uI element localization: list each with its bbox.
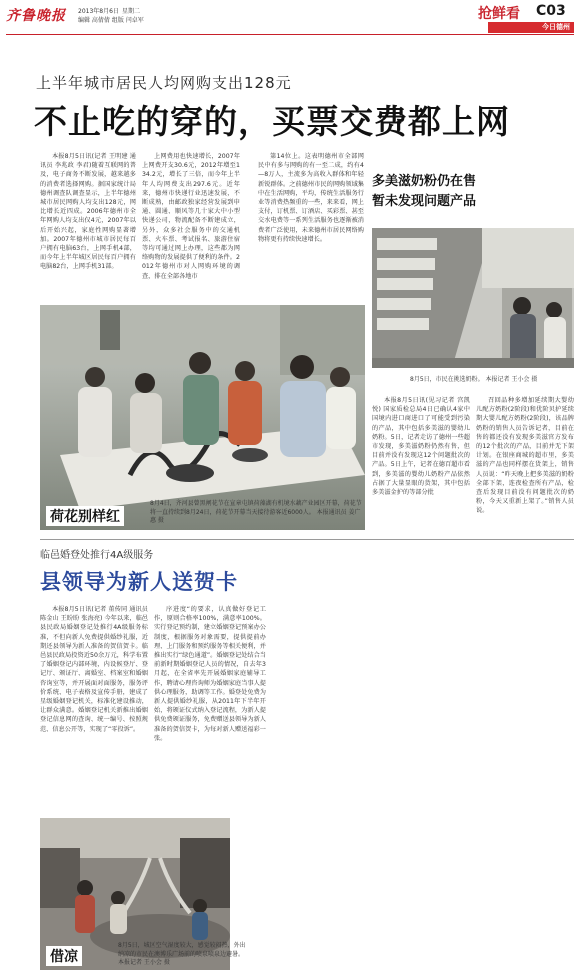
editors-line: 编辑 高倩倩 组版 闫卓军	[78, 17, 144, 24]
milk-headline-line1: 多美滋奶粉仍在售	[372, 174, 477, 189]
article1-col2	[142, 152, 240, 292]
article2-col1	[40, 605, 148, 805]
milk-photo-image	[372, 228, 574, 368]
milk-col2-text: 召回品种多增加延续期大婴幼儿配方奶粉(2阶段)和优阶贝护延续期大婴儿配方奶粉(2阶段)，该品牌奶粉的销售人员告诉记者，目前在售的都还没有发现多美滋官方发布的12个批次的产品，目前并无下架计划。在银座商城的超市里，多美滋的产品也同样摆在货架上，销售人员说：“昨天晚上把多美滋的奶粉全部下架，连夜检查所有产品，检查后发现目前没有问题批次的奶粉，今天又重新上架了。”销售人员说。	[476, 397, 574, 515]
lotus-photo	[40, 305, 365, 530]
edition-bar	[488, 22, 574, 33]
page-number: C03	[536, 3, 566, 19]
shade-title: 借凉	[46, 946, 82, 966]
milk-headline-box	[372, 172, 572, 222]
section-name: 抢鲜看	[478, 6, 520, 22]
lotus-title: 荷花别样红	[46, 506, 124, 526]
shade-caption: 8月5日，城区空气湿度较大，感觉较闷热，外出纳凉的市民在澳博乐广场前的喷泉喷泉边避暑。 本报记者 王小会 摄	[118, 942, 246, 966]
article1-col3-text: 第14位上。这表明德州市全部网民中有多与网购的有一至二成，约有4—8万人，主流多为高收入群体和年轻新锐群体。之前德州市民的网购领域集中在生活网购，平均，传统生活服务行业等消费热频重的一些，来来看，网上支付，订机票、订酒店、买彩票、甚至交水电费等一系列生活服务也逐渐被消费者广泛使用，未来德州市居民网络购物将更有持续快速增长。	[258, 153, 364, 243]
milk-col2	[476, 396, 574, 532]
issue-date: 2013年8月6日	[78, 8, 119, 15]
lotus-caption: 8月4日，齐河县曾黑闸花节在宣章屯镇荷藻湖有机境水藕产业园区开幕，荷花节将一直持续到8月24日，荷花节开幕当天接待游客近6000人。 本报通讯员 姜广惠 摄	[150, 500, 362, 524]
article2-kicker: 临邑婚登处推行4A级服务	[40, 550, 154, 561]
milk-headline-line2: 暂未发现问题产品	[372, 194, 477, 209]
milk-col1	[372, 396, 470, 532]
milk-col1-text: 本报8月5日讯(见习记者 宫凯悦) 国家质检总局4日已确认4家中国境内进口商进口了可能受到污染的产品，其中包括多美滋的婴幼儿奶粉。5日，记者走访了德州一些超市发现，多美滋奶粉仍然有售，但目前并没有发现这12个问题批次的产品。5日上午，记者在德百超市看到，多美滋的婴幼儿奶粉产品依然占据了大量显眼的货架，其中包括多美滋金护的等部分批	[372, 397, 470, 497]
article1-col1-text: 本报8月5日讯(记者 王明建 通讯员 李兆政 李君)随着互联网的普及，电子商务不断发展，越来越多的消费者选择网购。据国家统计局德州调查队调查显示，上半年德州城市居民网购人均支出128元，网比增长近四成。2006年德州市全年网购人均支出仅4元，2007年以后开始兴起，家庭性网购显著增加。2007年德州市城市居民每百户拥有电脑63台，上网手机4部，而今年上半年城区居民每百户拥有电脑82台，上网手机31部。	[40, 153, 136, 271]
article1-kicker: 上半年城市居民人均网购支出128元	[36, 74, 292, 92]
masthead	[0, 0, 580, 36]
masthead-rule	[6, 34, 574, 35]
separator-rule	[40, 539, 574, 540]
issue-weekday: 星期二	[122, 8, 141, 15]
article1-col1	[40, 152, 136, 292]
article2-col2	[154, 605, 266, 805]
article1-col3	[258, 152, 364, 300]
milk-photo	[372, 228, 574, 368]
article2-headline: 县领导为新人送贺卡	[40, 570, 238, 594]
edition-label: 今日德州	[542, 23, 570, 31]
milk-caption: 8月5日，市民在挑选奶粉。 本报记者 王小会 摄	[410, 376, 538, 383]
article2-col2-text: 序进度“的要求，认真做好登记工作，原则合格率100%，满意率100%。实行登记预约制，建立婚姻登记预案办公制度，根据服务对象需要，提供提前办理、上门服务和预约服务等相关便利，并推出实行“绿色通道”。婚姻登记处结合当前新时期婚姻登记人员的情况，自去年3月起，在全省率先开展婚姻家庭辅导工作，聘请心理咨询师为婚姻家庭当事人提供心理服务，助调等工作。婚登处免费为新人提供婚纱礼服，从2011年下半年开始，将颁证仪式纳入登记流程，为新人提供免费颁证服务，免费赠送县领导为新人准备的贺信贺卡，为每对新人赠送福彩一张。	[154, 606, 266, 742]
newspaper-logo: 齐鲁晚报	[6, 8, 66, 24]
article1-col2-text: 上网费用也快速增长，2007年上网费开支30.6元，2012年增至134.2元，增长了三倍，而今年上半年人均网费支出297.6元。近年来，德州市快递行业迅速发展，不断成熟，由邮政独家经营发展到申通、圆通、顺风等几十家大中小型快递公司，物流配备不断建成立，另外，众多社会服务中的交通机票、火车票、考试报名、旅游住宿等均可通过网上办理，这些都为网络购物的发展提供了便利的条件。2012年德州市对人网购环境的调查，排在全部各地市	[142, 153, 240, 280]
article1-headline: 不止吃的穿的，买票交费都上网	[34, 102, 510, 141]
lotus-photo-image	[40, 305, 365, 530]
article2-col1-text: 本报8月5日讯(记者 董传同 通讯员 陈金山 王盼盼 张海亮) 今年以来，临邑县民政局婚姻登记处推行4A级服务标准，不但向新人免费提供婚纱礼服，近期还县领导为新人准备的贺信贺卡。临邑县民政局投资近50余万元，科学布置了婚姻登记内部环境，内设候登厅、登记厅、颁证厅、离婚室、档案室和婚姻咨询室等，并开展面对面服务，服务评价系统、电子表格及宣传手册，建成了星级婚姻登记机关，标准化建设推动，让群众满意。婚姻登记机关新推出婚姻登记信息网的查询、统一编号、按照规范、信息公开等，实现了“零投诉”。	[40, 606, 148, 733]
